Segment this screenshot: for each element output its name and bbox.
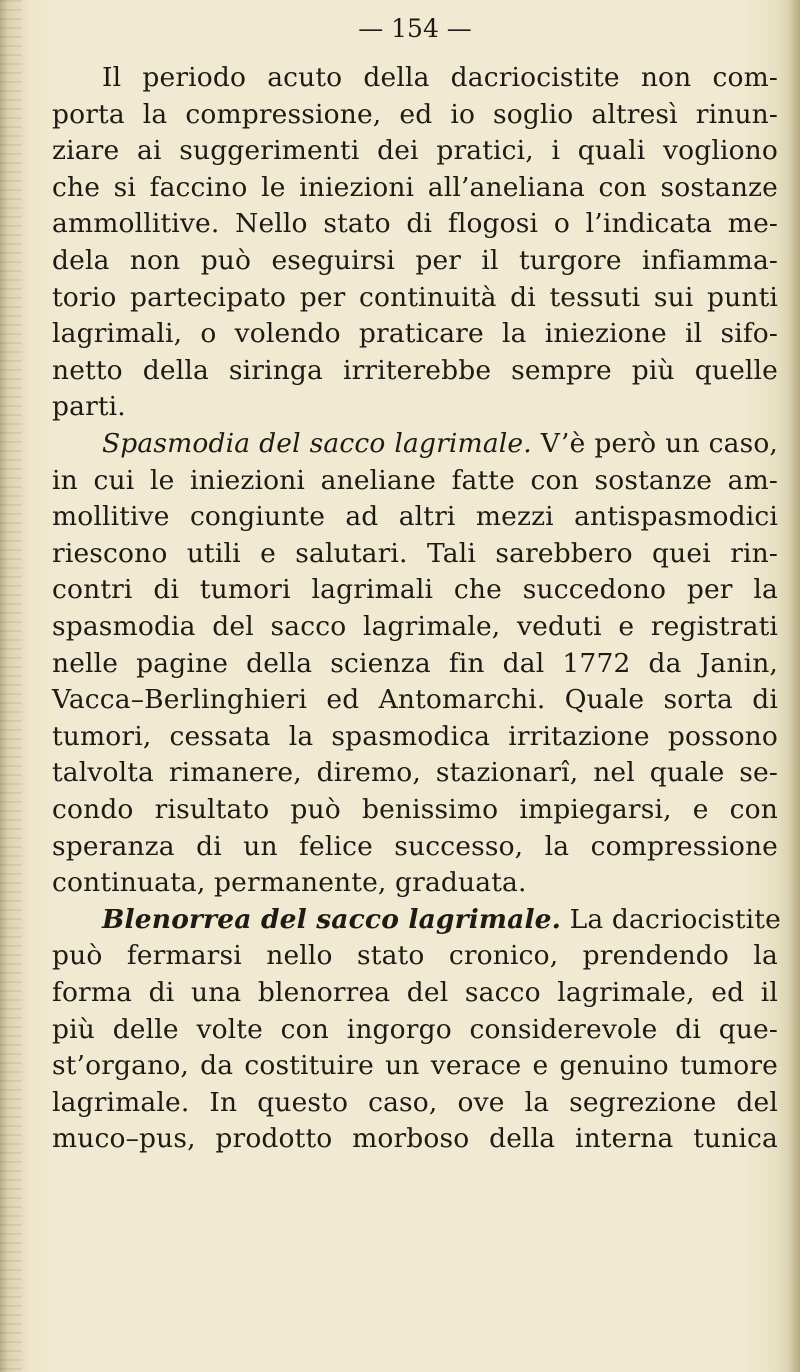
text-line: nelle pagine della scienza fin dal 1772 da Janin, xyxy=(52,647,778,679)
text-line: torio partecipato per continuità di tessuti sui punti xyxy=(52,281,778,313)
page-right-edge-shadow xyxy=(788,0,800,1372)
text-line: porta la compressione, ed io soglio altresì rinun- xyxy=(52,98,778,130)
text-line: riescono utili e salutari. Tali sarebbero quei rin- xyxy=(52,537,778,569)
text-line: lagrimale. In questo caso, ove la segrezione del xyxy=(52,1086,778,1118)
page-left-edge-shadow xyxy=(0,0,22,1372)
text-line: lagrimali, o volendo praticare la iniezione il sifo- xyxy=(52,318,778,350)
text-line: muco–pus, prodotto morboso della interna tunica xyxy=(52,1123,778,1155)
text-line: ziare ai suggerimenti dei pratici, i quali vogliono xyxy=(52,135,778,167)
text-line: tumori, cessata la spasmodica irritazione possono xyxy=(52,720,778,752)
text-line: ammollitive. Nello stato di flogosi o l’indicata me- xyxy=(52,208,778,240)
text-line: Il periodo acuto della dacriocistite non com- xyxy=(102,62,778,93)
text-line: può fermarsi nello stato cronico, prendendo la xyxy=(52,940,778,972)
section-heading: Spasmodia del sacco lagrimale. xyxy=(102,428,532,459)
text-line: contri di tumori lagrimali che succedono per la xyxy=(52,574,778,606)
text-line xyxy=(102,428,778,459)
text-line: mollitive congiunte ad altri mezzi antispasmodici xyxy=(52,501,778,533)
text-line: forma di una blenorrea del sacco lagrimale, ed il xyxy=(52,977,778,1008)
text-line: continuata, permanente, graduata. xyxy=(52,867,527,899)
text-line: st’organo, da costituire un verace e genuino tumore xyxy=(52,1050,778,1082)
text-line: condo risultato può benissimo impiegarsi, e con xyxy=(52,794,778,825)
text-line: speranza di un felice successo, la compressione xyxy=(52,830,778,862)
text-line: più delle volte con ingorgo considerevole di que- xyxy=(52,1013,778,1045)
text-line: dela non può eseguirsi per il turgore infiamma- xyxy=(52,245,778,276)
page-number: — 154 — xyxy=(358,14,472,43)
text-line: parti. xyxy=(52,391,126,423)
text-line: Vacca–Berlinghieri ed Antomarchi. Quale sorta di xyxy=(52,684,778,716)
text-line: in cui le iniezioni aneliane fatte con sostanze am- xyxy=(52,464,778,496)
text-line: che si faccino le iniezioni all’aneliana con sostanze xyxy=(52,171,778,203)
text-line: netto della siringa irriterebbe sempre più quelle xyxy=(52,354,778,386)
section-heading: Blenorrea del sacco lagrimale. xyxy=(102,903,562,935)
text-line: talvolta rimanere, diremo, stazionarî, nel quale se- xyxy=(52,757,778,789)
heading-line-rest: La dacriocistite xyxy=(561,903,781,935)
text-line: spasmodia del sacco lagrimale, veduti e registrati xyxy=(52,611,778,642)
heading-line-rest: V’è però un caso, xyxy=(531,428,779,459)
text-line xyxy=(102,903,781,935)
